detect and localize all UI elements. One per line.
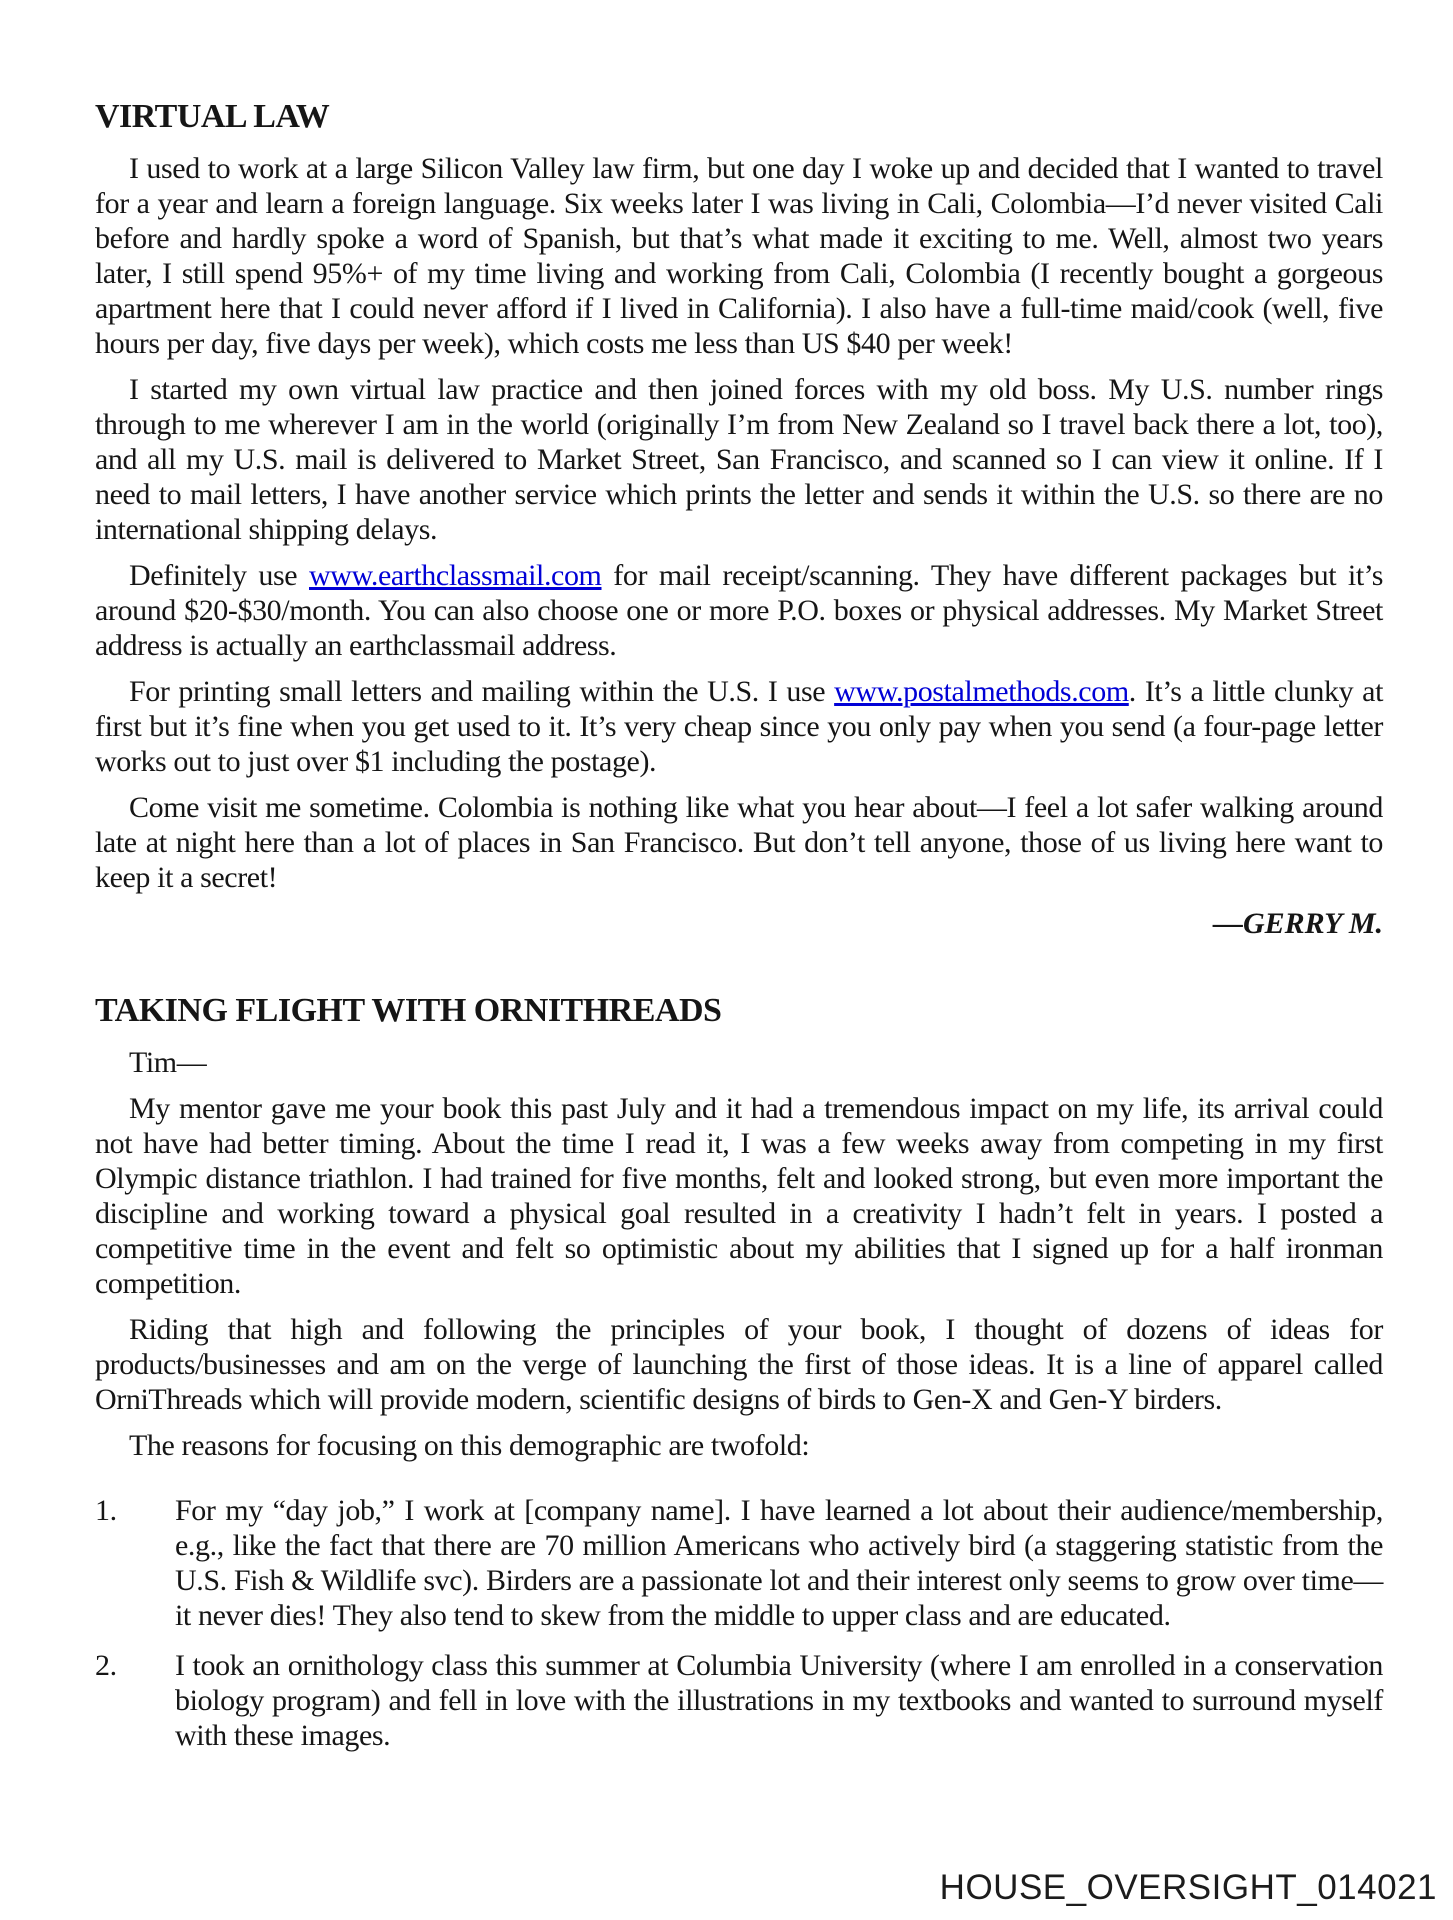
paragraph-text-after-link: for mail receipt/scanning. They have different packages but it’s around $20-$30/month. You can also choose one or more P.O. boxes or physical addresses. My Market Street address is actually an earthclassmail address.: [95, 559, 1383, 663]
reasons-list: [95, 1493, 1383, 1753]
paragraph-practice: I started my own virtual law practice and then joined forces with my old boss. My U.S. number rings through to me wherever I am in the world (originally I’m from New Zealand so I travel back there a lot, too), and all my U.S. mail is delivered to Market Street, San Francisco, and scanned so I can view it online. If I need to mail letters, I have another service which prints the letter and sends it within the U.S. so there are no international shipping delays.: [95, 373, 1383, 547]
list-item-text: For my “day job,” I work at [company name]. I have learned a lot about their audience/membership, e.g., like the fact that there are 70 million Americans who actively bird (a staggering statistic from the U.S. Fish & Wildlife svc). Birders are a passionate lot and their interest only seems to grow over time—it never dies! They also tend to skew from the middle to upper class and are educated.: [175, 1494, 1383, 1633]
signature-gerry-m: —GERRY M.: [1212, 907, 1383, 941]
paragraph-mentor: My mentor gave me your book this past July and it had a tremendous impact on my life, its arrival could not have had better timing. About the time I read it, I was a few weeks away from competing in my first Olympic distance triathlon. I had trained for five months, felt and looked strong, but even more important the discipline and working toward a physical goal resulted in a creativity I hadn’t felt in years. I posted a competitive time in the event and felt so optimistic about my abilities that I signed up for a half ironman competition.: [95, 1092, 1383, 1301]
paragraph-intro: I used to work at a large Silicon Valley law firm, but one day I woke up and decided that I wanted to travel for a year and learn a foreign language. Six weeks later I was living in Cali, Colombia—I’d never visited Cali before and hardly spoke a word of Spanish, but that’s what made it exciting to me. Well, almost two years later, I still spend 95%+ of my time living and working from Cali, Colombia (I recently bought a gorgeous apartment here that I could never afford if I lived in California). I also have a full-time maid/cook (well, five hours per day, five days per week), which costs me less than US $40 per week!: [95, 152, 1383, 361]
paragraph-earthclassmail: [95, 558, 1383, 663]
list-item-number: 1.: [95, 1494, 117, 1528]
list-item-day-job: [95, 1493, 1383, 1633]
earthclassmail-link[interactable]: www.earthclassmail.com: [309, 559, 602, 593]
paragraph-visit: Come visit me sometime. Colombia is nothing like what you hear about—I feel a lot safer walking around late at night here than a lot of places in San Francisco. But don’t tell anyone, those of us living here want to keep it a secret!: [95, 791, 1383, 895]
paragraph-riding: Riding that high and following the principles of your book, I thought of dozens of ideas for products/businesses and am on the verge of launching the first of those ideas. It is a line of apparel called OrniThreads which will provide modern, scientific designs of birds to Gen-X and Gen-Y birders.: [95, 1313, 1383, 1417]
list-item-text: I took an ornithology class this summer at Columbia University (where I am enrolled in a conservation biology program) and fell in love with the illustrations in my textbooks and wanted to surround myself with these images.: [175, 1649, 1383, 1753]
virtual-law-heading: VIRTUAL LAW: [95, 98, 330, 135]
postalmethods-link[interactable]: www.postalmethods.com: [834, 675, 1129, 709]
paragraph-postalmethods: [95, 674, 1383, 779]
paragraph-text-after-link: . It’s a little clunky at first but it’s fine when you get used to it. It’s very cheap since you only pay when you send (a four-page letter works out to just over $1 including the postage).: [95, 675, 1383, 779]
bates-number: HOUSE_OVERSIGHT_014021: [939, 1868, 1437, 1907]
list-item-number: 2.: [95, 1649, 117, 1683]
paragraph-text-before-link: For printing small letters and mailing within the U.S. I use: [129, 675, 835, 709]
paragraph-reasons-lead: The reasons for focusing on this demographic are twofold:: [129, 1429, 810, 1463]
page-content: [95, 97, 1383, 1768]
salutation: Tim—: [129, 1046, 207, 1080]
ornithreads-heading: TAKING FLIGHT WITH ORNITHREADS: [95, 992, 722, 1030]
list-item-ornithology-class: [95, 1648, 1383, 1753]
paragraph-text-before-link: Definitely use: [129, 559, 309, 593]
section-ornithreads: [95, 991, 1383, 1753]
section-virtual-law: [95, 97, 1383, 941]
